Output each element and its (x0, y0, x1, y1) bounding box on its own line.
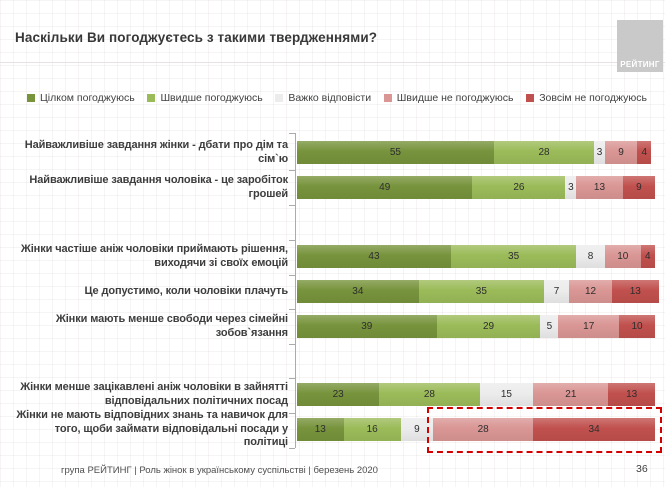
bar-segment (480, 383, 534, 406)
bar-segment-value: 17 (583, 321, 595, 332)
chart-legend (27, 92, 647, 104)
stacked-bar (297, 280, 659, 303)
axis-tick (289, 309, 295, 310)
stacked-bar (297, 176, 655, 199)
bar-segment-value: 4 (641, 147, 648, 158)
bar-segment-value: 16 (366, 424, 378, 435)
axis-tick (289, 133, 295, 134)
legend-item (526, 92, 647, 104)
legend-swatch-icon (384, 94, 392, 102)
category-label: Жінки не мають відповідних знань та навичок для того, щоби займати відповідальні посади у політиці (16, 408, 288, 449)
bar-segment (297, 141, 494, 164)
bar-segment-value: 7 (553, 286, 560, 297)
bar-segment-value: 9 (414, 424, 420, 435)
bar-segment (297, 280, 419, 303)
chart-row (0, 138, 665, 165)
stacked-bar (297, 383, 655, 406)
legend-label: Цілком погоджуюсь (40, 92, 135, 104)
legend-item (275, 92, 371, 104)
bar-segment-value: 35 (508, 251, 520, 262)
bar-segment-value: 28 (538, 147, 550, 158)
bar-segment-value: 3 (568, 182, 574, 193)
legend-swatch-icon (147, 94, 155, 102)
category-label: Жінки частіше аніж чоловіки приймають рішення, виходячи зі своїх емоцій (20, 242, 288, 269)
bar-segment-value: 29 (482, 321, 495, 332)
rating-logo-label: РЕЙТИНГ (620, 60, 660, 69)
category-label: Це допустимо, коли чоловіки плачуть (84, 284, 288, 297)
bar-segment (297, 418, 344, 441)
bar-segment (612, 280, 659, 303)
chart-row (0, 242, 665, 269)
legend-item (147, 92, 262, 104)
bar-segment-value: 43 (368, 251, 380, 262)
category-label: Найважливіше завдання жінки - дбати про дім та сім`ю (24, 138, 288, 165)
bar-segment-value: 13 (626, 389, 638, 400)
bar-segment (605, 245, 641, 268)
bar-segment (451, 245, 576, 268)
bar-segment-value: 10 (631, 321, 643, 332)
legend-label: Швидше не погоджуюсь (396, 92, 514, 104)
axis-tick (289, 344, 295, 345)
bar-segment-value: 34 (588, 424, 600, 435)
bar-segment (297, 383, 379, 406)
bar-segment-value: 4 (645, 251, 651, 262)
stacked-bar (297, 245, 655, 268)
bar-segment (569, 280, 612, 303)
bar-segment (297, 245, 451, 268)
highlight-dashed-box (427, 407, 662, 453)
chart-row (0, 312, 665, 339)
bar-segment (540, 315, 558, 338)
category-label: Жінки мають менше свободи через сімейні зобов`язання (55, 312, 288, 339)
bar-segment-value: 39 (361, 321, 373, 332)
axis-tick (289, 240, 295, 241)
bar-segment (379, 383, 479, 406)
bar-segment (637, 141, 651, 164)
footer-source: група РЕЙТИНГ | Роль жінок в українському суспільстві | березень 2020 (61, 465, 378, 476)
axis-tick (289, 413, 295, 414)
bar-segment (619, 315, 655, 338)
bar-segment-value: 26 (513, 182, 525, 193)
bar-segment-value: 28 (477, 424, 489, 435)
bar-segment (605, 141, 637, 164)
bar-segment-value: 3 (596, 147, 603, 158)
bar-segment-value: 8 (587, 251, 594, 262)
bar-segment-value: 9 (618, 147, 624, 158)
legend-label: Швидше погоджуюсь (160, 92, 263, 104)
chart-row (0, 380, 665, 407)
bar-segment-value: 35 (475, 286, 487, 297)
bar-segment (544, 280, 569, 303)
bar-segment (494, 141, 594, 164)
stacked-bar (297, 315, 655, 338)
chart-row (0, 280, 665, 303)
chart-row (0, 173, 665, 200)
legend-swatch-icon (27, 94, 35, 102)
bar-segment-value: 13 (629, 286, 641, 297)
bar-segment (558, 315, 619, 338)
bar-segment-value: 13 (593, 182, 606, 193)
legend-label: Зовсім не погоджуюсь (539, 92, 647, 104)
legend-item (384, 92, 514, 104)
bar-segment-value: 28 (423, 389, 435, 400)
bar-segment (576, 245, 605, 268)
axis-tick (289, 275, 295, 276)
legend-item (27, 92, 135, 104)
stacked-bar (297, 141, 651, 164)
bar-segment-value: 12 (584, 286, 597, 297)
bar-segment-value: 10 (617, 251, 629, 262)
rating-logo (617, 20, 663, 72)
bar-segment (297, 315, 437, 338)
bar-segment (533, 383, 608, 406)
legend-label: Важко відповісти (288, 92, 372, 104)
bar-segment (576, 176, 623, 199)
bar-segment (344, 418, 401, 441)
legend-swatch-icon (275, 94, 283, 102)
bar-segment-value: 5 (546, 321, 553, 332)
bar-segment (297, 176, 472, 199)
legend-swatch-icon (526, 94, 534, 102)
bar-segment-value: 34 (352, 286, 364, 297)
bar-segment (565, 176, 576, 199)
bar-segment-value: 49 (379, 182, 391, 193)
bar-segment (594, 141, 605, 164)
bar-segment-value: 15 (500, 389, 512, 400)
axis-tick (289, 448, 295, 449)
title-divider (0, 62, 665, 63)
bar-segment (623, 176, 655, 199)
bar-segment (641, 245, 655, 268)
axis-tick (289, 378, 295, 379)
bar-segment-value: 21 (565, 389, 577, 400)
category-label: Жінки менше зацікавлені аніж чоловіки в зайнятті відповідальних політичних посад (20, 380, 288, 407)
bar-segment-value: 55 (389, 147, 401, 158)
category-label: Найважливіше завдання чоловіка - це заробіток грошей (29, 173, 288, 200)
bar-segment-value: 23 (332, 389, 344, 400)
axis-tick (289, 205, 295, 206)
bar-segment-value: 9 (636, 182, 642, 193)
bar-segment-value: 13 (314, 424, 326, 435)
bar-segment (472, 176, 565, 199)
bar-segment (419, 280, 544, 303)
axis-tick (289, 170, 295, 171)
page-number: 36 (636, 463, 648, 475)
bar-segment (437, 315, 541, 338)
bar-segment (608, 383, 655, 406)
page-title: Наскільки Ви погоджуєтесь з такими твердженнями? (15, 30, 378, 45)
